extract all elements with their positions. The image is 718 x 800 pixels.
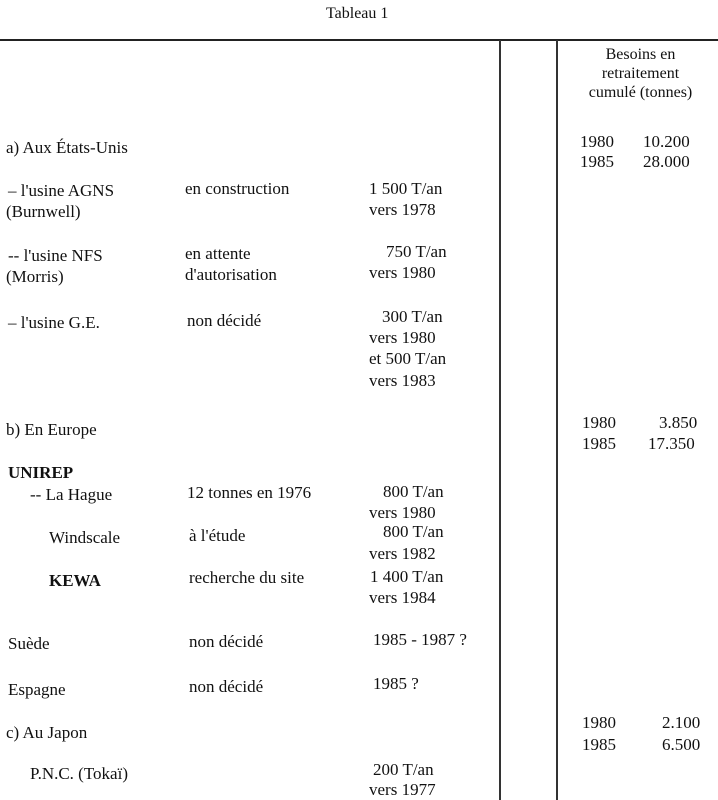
plant-capacity: 300 T/an [382,307,443,326]
plant-name: P.N.C. (Tokaï) [30,764,128,783]
plant-capacity-date: vers 1980 [369,503,436,522]
needs-value: 6.500 [662,735,701,754]
section-title-europe: b) En Europe [6,420,97,439]
plant-capacity: 1985 - 1987 ? [373,630,467,649]
needs-value: 3.850 [659,413,698,432]
plant-status-sub: d'autorisation [185,265,277,284]
table-top-rule [0,39,718,41]
plant-capacity-date: vers 1980 [369,328,436,347]
needs-value: 28.000 [643,152,690,171]
needs-year: 1985 [582,434,616,453]
table-caption: Tableau 1 [326,5,389,22]
plant-name-sub: (Burnwell) [6,202,81,221]
needs-year: 1980 [580,132,614,151]
plant-capacity: 750 T/an [386,242,447,261]
plant-status: non décidé [189,677,264,696]
country-name: Espagne [8,680,66,699]
plant-capacity: 800 T/an [383,482,444,501]
country-name: Suède [8,634,50,653]
plant-status: en construction [185,179,290,198]
plant-status: non décidé [187,311,262,330]
plant-name: Windscale [49,528,121,547]
plant-name: -- La Hague [30,485,113,504]
column-divider-2 [556,40,558,800]
needs-year: 1980 [582,413,616,432]
plant-capacity: 1 400 T/an [370,567,444,586]
plant-name: -- l'usine NFS [8,246,103,265]
column-header-needs [563,45,718,102]
group-name: UNIREP [8,463,74,482]
plant-capacity: 1985 ? [373,674,419,693]
header-line-3: cumulé (tonnes) [588,84,693,101]
plant-status: en attente [185,244,251,263]
needs-year: 1985 [582,735,616,754]
header-line-1: Besoins en [605,46,676,63]
plant-capacity: 1 500 T/an [369,179,443,198]
section-title-japan: c) Au Japon [6,723,88,742]
plant-capacity-date: vers 1980 [369,263,436,282]
needs-year: 1985 [580,152,614,171]
header-line-2: retraitement [601,65,680,82]
needs-value: 10.200 [643,132,690,151]
plant-status: recherche du site [189,568,305,587]
plant-capacity-extra: et 500 T/an [369,349,447,368]
plant-capacity: 200 T/an [373,760,434,779]
plant-capacity-date: vers 1977 [369,780,436,799]
plant-capacity-date: vers 1982 [369,544,436,563]
plant-status: à l'étude [189,526,246,545]
plant-capacity-date: vers 1984 [369,588,436,607]
section-title-usa: a) Aux États-Unis [6,138,128,157]
needs-value: 17.350 [648,434,695,453]
needs-year: 1980 [582,713,616,732]
plant-capacity: 800 T/an [383,522,444,541]
plant-name: KEWA [49,571,101,590]
plant-status: 12 tonnes en 1976 [187,483,312,502]
plant-name: – l'usine AGNS [8,181,115,200]
plant-name: – l'usine G.E. [8,313,100,332]
column-divider-1 [499,40,501,800]
plant-capacity-extra-date: vers 1983 [369,371,436,390]
plant-status: non décidé [189,632,264,651]
plant-capacity-date: vers 1978 [369,200,436,219]
plant-name-sub: (Morris) [6,267,64,286]
needs-value: 2.100 [662,713,701,732]
